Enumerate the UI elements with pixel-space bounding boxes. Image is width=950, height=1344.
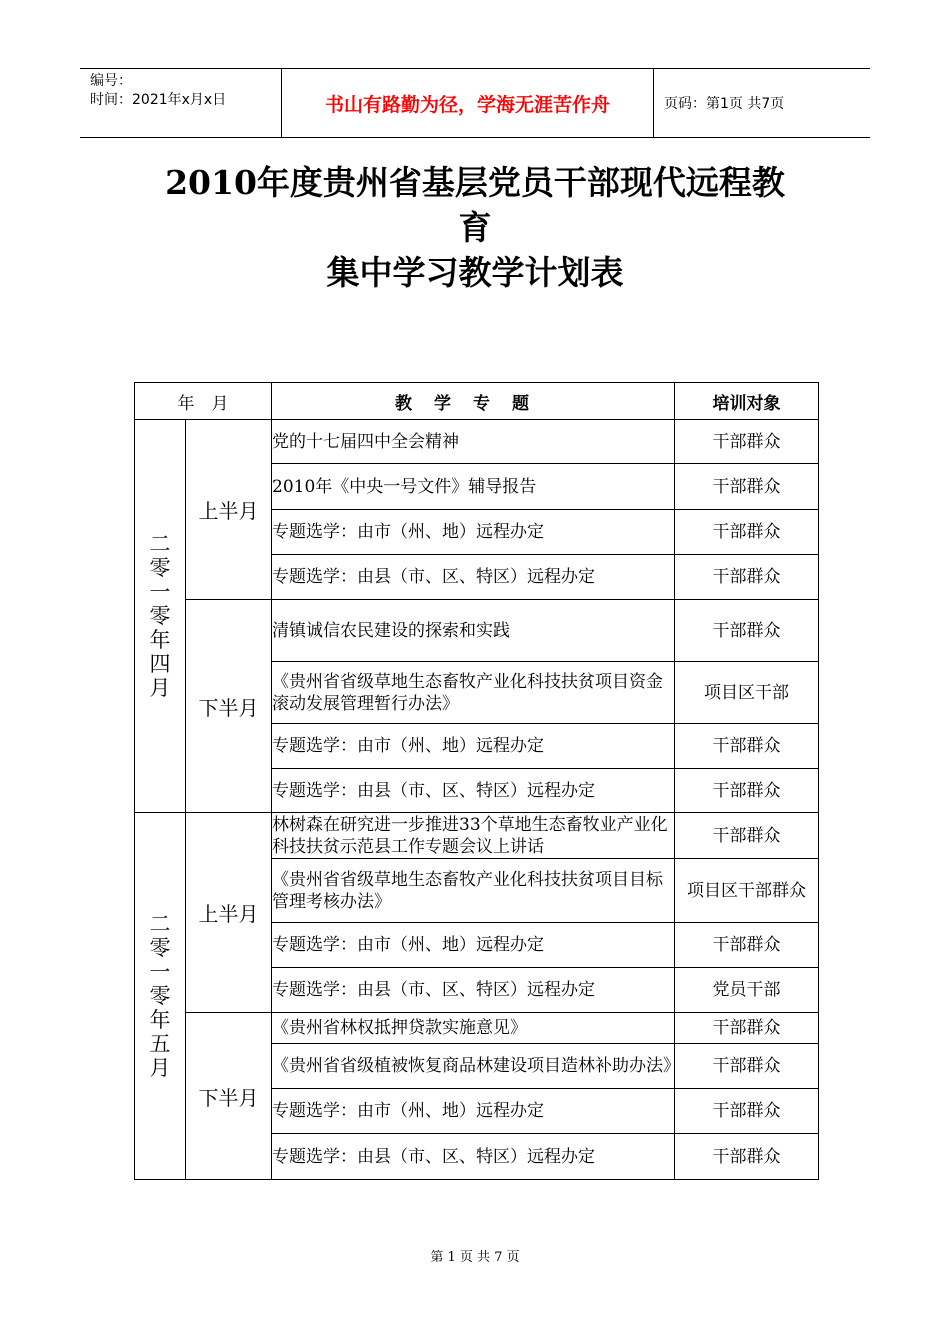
document-title xyxy=(120,160,830,295)
topic-cell: 专题选学：由县（市、区、特区）远程办定 xyxy=(272,555,675,600)
table-header-row xyxy=(135,383,819,420)
topic-cell: 专题选学：由县（市、区、特区）远程办定 xyxy=(272,968,675,1013)
serial-label: 编号： xyxy=(90,73,132,89)
plan-table xyxy=(134,382,819,1180)
target-cell: 干部群众 xyxy=(675,510,819,555)
target-cell: 干部群众 xyxy=(675,1089,819,1134)
table-row xyxy=(135,600,819,662)
target-cell: 干部群众 xyxy=(675,600,819,662)
topic-cell: 专题选学：由市（州、地）远程办定 xyxy=(272,724,675,769)
target-cell: 干部群众 xyxy=(675,464,819,510)
topic-cell: 2010年《中央一号文件》辅导报告 xyxy=(272,464,675,510)
header-meta xyxy=(80,69,282,137)
topic-cell: 专题选学：由县（市、区、特区）远程办定 xyxy=(272,769,675,813)
topic-cell: 林树森在研究进一步推进33个草地生态畜牧业产业化科技扶贫示范县工作专题会议上讲话 xyxy=(272,813,675,859)
target-cell: 干部群众 xyxy=(675,1044,819,1089)
topic-cell: 专题选学：由市（州、地）远程办定 xyxy=(272,510,675,555)
topic-cell: 专题选学：由县（市、区、特区）远程办定 xyxy=(272,1134,675,1180)
target-cell: 干部群众 xyxy=(675,813,819,859)
table-row xyxy=(135,813,819,859)
target-cell: 干部群众 xyxy=(675,555,819,600)
target-cell: 干部群众 xyxy=(675,724,819,769)
topic-header: 教学专题 xyxy=(272,383,675,420)
header-motto: 书山有路勤为径，学海无涯苦作舟 xyxy=(282,69,654,137)
topic-cell: 党的十七届四中全会精神 xyxy=(272,420,675,464)
date-label: 时间：2021年x月x日 xyxy=(90,92,227,108)
topic-cell: 《贵州省省级草地生态畜牧产业化科技扶贫项目资金滚动发展管理暂行办法》 xyxy=(272,662,675,724)
topic-cell: 专题选学：由市（州、地）远程办定 xyxy=(272,1089,675,1134)
topic-cell: 专题选学：由市（州、地）远程办定 xyxy=(272,923,675,968)
target-cell: 干部群众 xyxy=(675,420,819,464)
target-cell: 干部群众 xyxy=(675,1013,819,1044)
month-label: 二 零 一 零 年 五 月 xyxy=(135,813,186,1180)
half-month-label: 下半月 xyxy=(186,600,272,813)
table-row xyxy=(135,1013,819,1044)
target-cell: 党员干部 xyxy=(675,968,819,1013)
page-header xyxy=(80,68,870,138)
half-month-label: 上半月 xyxy=(186,420,272,600)
table-row xyxy=(135,420,819,464)
target-cell: 项目区干部群众 xyxy=(675,859,819,923)
half-month-label: 上半月 xyxy=(186,813,272,1013)
topic-cell: 清镇诚信农民建设的探索和实践 xyxy=(272,600,675,662)
title-line-2: 育 xyxy=(458,208,492,247)
plan-body xyxy=(135,420,819,1180)
month-label: 二 零 一 零 年 四 月 xyxy=(135,420,186,813)
half-month-label: 下半月 xyxy=(186,1013,272,1180)
topic-cell: 《贵州省林权抵押贷款实施意见》 xyxy=(272,1013,675,1044)
target-cell: 项目区干部 xyxy=(675,662,819,724)
target-header: 培训对象 xyxy=(675,383,819,420)
title-line-1: 2010年度贵州省基层党员干部现代远程教 xyxy=(165,163,785,202)
month-header: 年 月 xyxy=(135,383,272,420)
title-line-3: 集中学习教学计划表 xyxy=(326,253,624,292)
topic-cell: 《贵州省省级植被恢复商品林建设项目造林补助办法》 xyxy=(272,1044,675,1089)
target-cell: 干部群众 xyxy=(675,769,819,813)
target-cell: 干部群众 xyxy=(675,1134,819,1180)
topic-cell: 《贵州省省级草地生态畜牧产业化科技扶贫项目目标管理考核办法》 xyxy=(272,859,675,923)
target-cell: 干部群众 xyxy=(675,923,819,968)
page-footer: 第 1 页 共 7 页 xyxy=(430,1250,520,1265)
header-page-info: 页码：第1页 共7页 xyxy=(664,96,785,112)
